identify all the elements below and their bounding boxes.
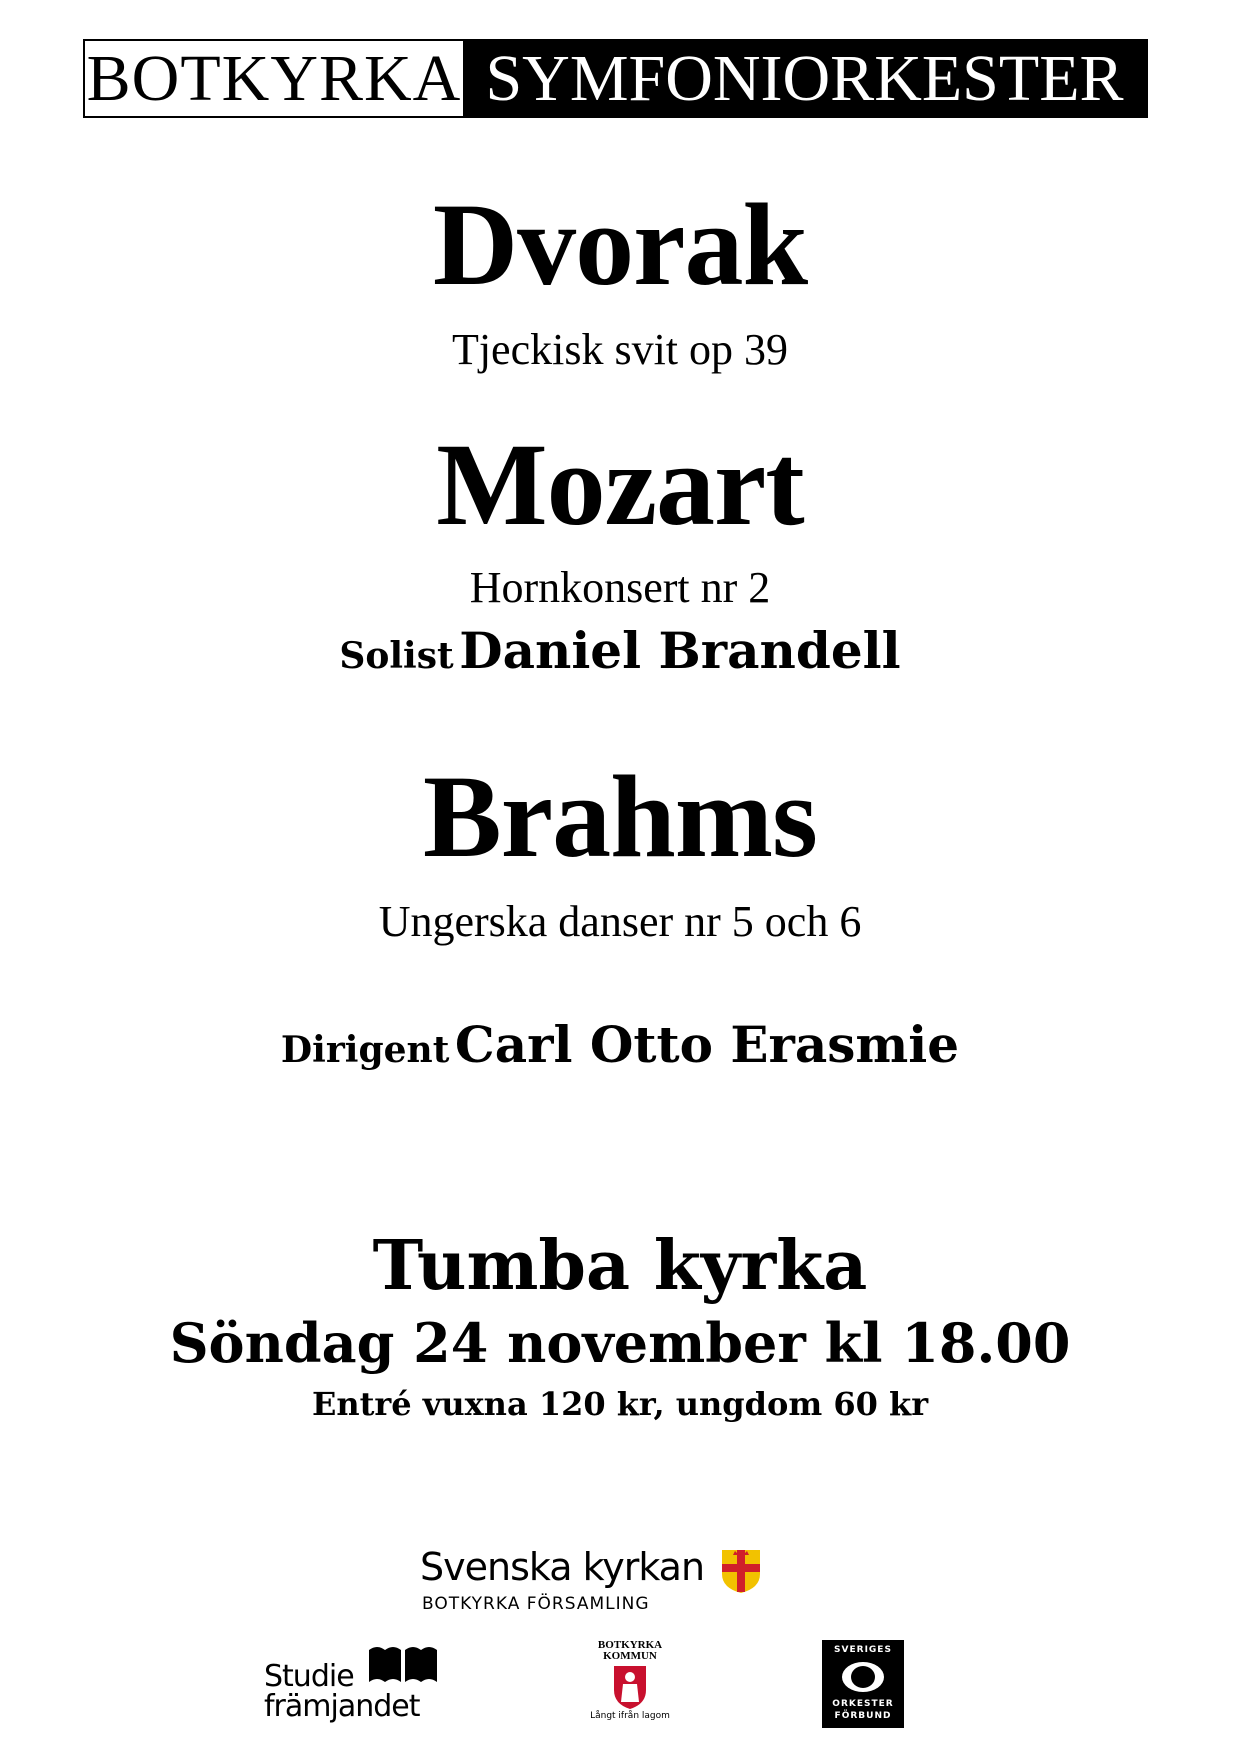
orkesterforbund-top: SVERIGES (834, 1645, 892, 1655)
soloist-name: Daniel Brandell (459, 621, 901, 680)
studieframjandet-line2: främjandet (264, 1689, 420, 1724)
work-brahms: Ungerska danser nr 5 och 6 (378, 897, 862, 946)
conductor-name: Carl Otto Erasmie (454, 1015, 960, 1074)
coat-of-arms-icon (612, 1664, 648, 1710)
ring-icon (840, 1660, 886, 1694)
event-date: Söndag 24 november kl 18.00 (169, 1311, 1071, 1375)
orkesterforbund-logo (822, 1640, 904, 1728)
composer-dvorak: Dvorak (432, 179, 808, 310)
soloist-role: Solist (339, 635, 454, 677)
work-dvorak: Tjeckisk svit op 39 (451, 325, 789, 374)
banner-right-text: SYMFONIORKESTER (463, 41, 1146, 116)
conductor-line (0, 1015, 1240, 1074)
composer-brahms: Brahms (423, 751, 817, 882)
orkesterforbund-bottom2: FÖRBUND (834, 1711, 892, 1721)
svenska-kyrkan-logo (420, 1545, 780, 1618)
kommun-motto: Långt ifrån lagom (590, 1711, 670, 1721)
botkyrka-kommun-logo (575, 1640, 685, 1728)
conductor-role: Dirigent (280, 1029, 450, 1071)
venue: Tumba kyrka (372, 1226, 868, 1306)
soloist-line (0, 621, 1240, 680)
ticket-price: Entré vuxna 120 kr, ungdom 60 kr (311, 1385, 929, 1423)
studieframjandet-line1: Studie (264, 1659, 354, 1694)
header-banner (83, 39, 1148, 118)
kommun-line2: KOMMUN (603, 1650, 657, 1662)
svenska-kyrkan-name: Svenska kyrkan (420, 1545, 705, 1589)
work-mozart: Hornkonsert nr 2 (469, 563, 771, 612)
banner-left-text: BOTKYRKA (86, 41, 462, 115)
composer-mozart: Mozart (436, 419, 804, 550)
church-cross-icon (720, 1548, 762, 1594)
orkesterforbund-bottom1: ORKESTER (832, 1699, 894, 1709)
books-icon (367, 1644, 439, 1684)
kommun-line1: BOTKYRKA (597, 1639, 663, 1651)
studieframjandet-logo (262, 1640, 442, 1725)
svenska-kyrkan-sub: BOTKYRKA FÖRSAMLING (422, 1594, 650, 1614)
